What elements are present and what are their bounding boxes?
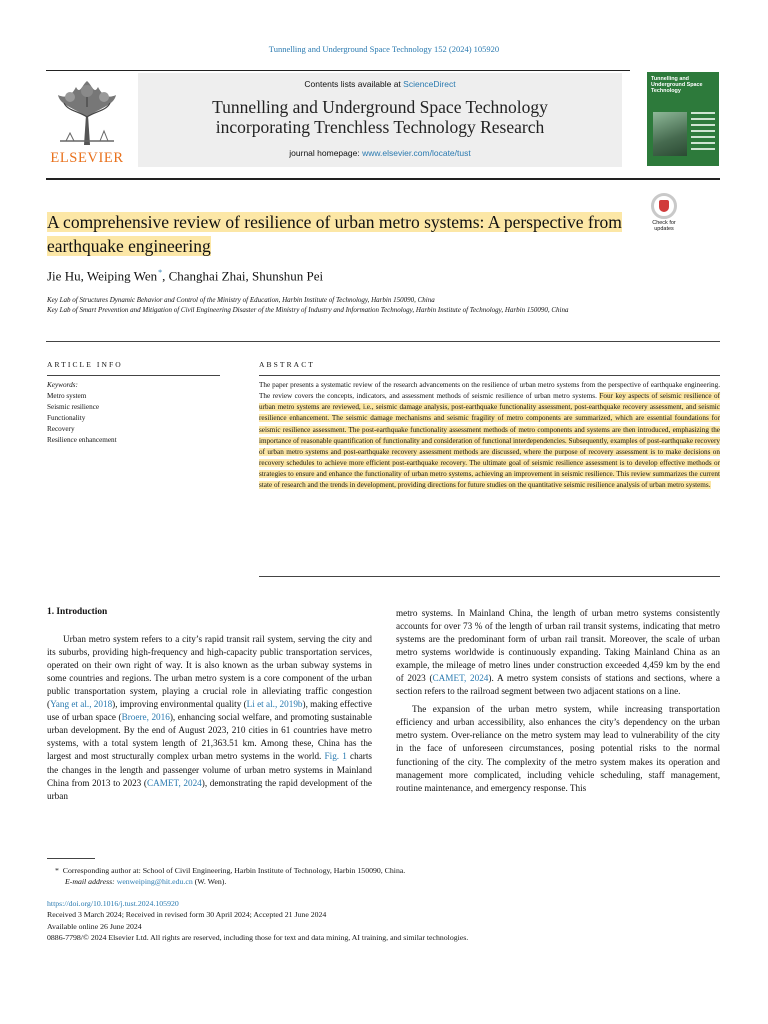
abstract-text	[259, 380, 720, 492]
keyword: Recovery	[47, 425, 75, 433]
doi-link[interactable]: https://doi.org/10.1016/j.tust.2024.105920	[47, 899, 179, 908]
keyword: Seismic resilience	[47, 403, 100, 411]
intro-paragraph-1: Urban metro system refers to a city’s rapid transit rail system, serving the city and its suburbs, providing high-frequency and high-capacity public transportation services, operated on their own right of way. It is also known as the urban subway systems in some countries and regions. The urban metro system is a core component of the urban public transportation system, playing a crucial role in alleviating traffic congestion (Yang et al., 2018), improving environmental quality (Li et al., 2019b), making effective use of urban space (Broere, 2016), enhancing social welfare, and promoting sustainable urban development. By the end of August 2023, 210 cities in 61 countries have metro systems, with a total system length of 21,363.51 km. Among these, China has the largest and most structurally complex urban metro systems in the world. Fig. 1 charts the changes in the length and passenger volume of urban metro systems in Mainland China from 2013 to 2023 (CAMET, 2024), demonstrating the rapid development of the urban	[47, 634, 373, 801]
check-updates-icon	[651, 193, 677, 219]
contents-line	[138, 79, 622, 89]
journal-citation[interactable]: Tunnelling and Underground Space Technology 152 (2024) 105920	[268, 44, 500, 54]
author-name[interactable]: Jie Hu	[47, 268, 81, 284]
copyright-notice: 0886-7798/© 2024 Elsevier Ltd. All rights are reserved, including those for text and data mining, AI training, and similar technologies.	[47, 932, 469, 942]
online-date: Available online 26 June 2024	[47, 921, 142, 931]
header-divider	[46, 178, 720, 180]
article-title	[47, 210, 637, 258]
body-column-right	[396, 607, 720, 795]
section-heading-introduction: 1. Introduction	[47, 607, 108, 617]
article-info	[47, 360, 220, 446]
abstract-heading: ABSTRACT	[259, 360, 720, 376]
sciencedirect-link[interactable]: ScienceDirect	[403, 79, 456, 89]
journal-title-line-2: incorporating Trenchless Technology Research	[215, 117, 545, 137]
check-updates-label: Check for updates	[652, 220, 676, 232]
contents-prefix: Contents lists available at	[304, 79, 404, 89]
citation-link[interactable]: Broere, 2016	[121, 712, 170, 723]
citation-link[interactable]: Yang et al., 2018	[50, 699, 113, 710]
check-for-updates-button[interactable]	[645, 193, 683, 237]
journal-header	[46, 70, 630, 168]
author-list: Jie Hu, Weiping Wen*, Changhai Zhai, Shunshun Pei	[47, 268, 324, 284]
journal-cover-thumbnail[interactable]	[647, 72, 719, 166]
affiliations	[47, 295, 637, 315]
abstract-divider	[259, 576, 720, 577]
abstract-plain-text: The paper presents a systematic review of the research advancements on the resilience of urban metro systems from the perspective of earthquake engineering. The review covers the concepts, indicators, and assessment methods of seismic resilience of urban metro systems.	[259, 381, 720, 401]
journal-homepage-link[interactable]: www.elsevier.com/locate/tust	[362, 148, 471, 158]
intro-paragraph-2: The expansion of the urban metro system, while increasing transportation efficiency and urban accessibility, also enhances the city’s dependency on the urban metro system. Over-reliance on the metro system may lead to vulnerability of the city in the face of unforeseen circumstances, posing potential risks to the normal functioning of the city. The complexity of the metro system makes its operation and management more complicated, including vehicle scheduling, staff management, routine maintenance, and emergency response. This	[396, 704, 720, 793]
keyword: Resilience enhancement	[47, 436, 117, 444]
cover-image	[653, 112, 687, 156]
publication-info	[47, 898, 720, 943]
elsevier-logo[interactable]	[46, 77, 128, 169]
journal-title-line-1: Tunnelling and Underground Space Technology	[212, 97, 548, 117]
corresponding-author-mark[interactable]: *	[158, 268, 163, 277]
author-name[interactable]: Changhai Zhai	[168, 268, 246, 284]
footnote-rule	[47, 858, 95, 859]
homepage-prefix: journal homepage:	[289, 148, 363, 158]
intro-paragraph-1-continued: metro systems. In Mainland China, the length of urban metro systems consistently accounts for over 73 % of the length of urban rail transit systems, indicating that metro systems are the predominant form of urban rail transit. Moreover, the scale of urban metro systems worldwide is continuously expanding. Taking Mainland China as an example, the mileage of metro lines under construction exceeded 4,459 km by the end of 2023 (CAMET, 2024). A metro system consists of stations and sections, where a section refers to the railroad segment between two adjacent stations on a line.	[396, 608, 721, 697]
article-title-text: A comprehensive review of resilience of urban metro systems: A perspective from earthquake engineering	[47, 212, 622, 256]
cover-title: Tunnelling and Underground Space Technology	[651, 76, 703, 95]
abstract	[259, 360, 720, 492]
keyword: Metro system	[47, 392, 87, 400]
received-dates: Received 3 March 2024; Received in revised form 30 April 2024; Accepted 21 June 2024	[47, 910, 327, 920]
elsevier-wordmark: ELSEVIER	[50, 150, 124, 166]
citation-link[interactable]: Li et al., 2019b	[246, 699, 303, 710]
elsevier-tree-icon	[52, 77, 122, 147]
cover-contents-lines	[691, 112, 715, 154]
abstract-highlighted-text: Four key aspects of seismic resilience of urban metro systems are reviewed, i.e., seismic damage analysis, post-earthquake functionality assessment, post-earthquake recovery assessment, and seismic resilience enhancement. The seismic damage mechanisms and seismic fragility of metro components are summarized, which are essential foundations for seismic resilience assessment. The post-earthquake functionality assessment methods of metro components and systems are then introduced, emphasizing the importance of reasonable quantification of functionality and consideration of functional interdependencies. Subsequently, examples of post-earthquake recovery of urban metro systems and post-earthquake recovery assessment methods are discussed, where the purpose of recovery assessment is to make decisions on recovery schedules to achieve more efficient post-earthquake recovery. The ultimate goal of seismic resilience assessment is to develop effective methods or strategies to ensure and enhance the functionality of urban metro systems, achieving an improvement in seismic resilience. This review summarizes the current state of research and the trends in development, providing directions for future studies on the quantitative seismic resilience analysis of urban metro systems.	[259, 392, 720, 490]
keyword: Functionality	[47, 414, 86, 422]
body-column-left	[47, 606, 372, 803]
journal-masthead	[138, 73, 622, 167]
author-name[interactable]: Weiping Wen	[86, 268, 158, 284]
journal-homepage-line	[138, 148, 622, 158]
citation-link[interactable]: CAMET, 2024	[432, 673, 489, 684]
keywords-label: Keywords:	[47, 381, 78, 389]
section-divider	[46, 341, 720, 342]
corresponding-author-note: * Corresponding author at: School of Civil Engineering, Harbin Institute of Technology, Harbin 150090, China.	[55, 866, 406, 875]
email-note: E-mail address: wenweiping@hit.edu.cn (W. Wen).	[65, 877, 227, 887]
footnotes	[47, 858, 720, 888]
citation-link[interactable]: CAMET, 2024	[146, 777, 202, 788]
figure-link[interactable]: Fig. 1	[324, 751, 347, 762]
affiliation: Key Lab of Smart Prevention and Mitigation of Civil Engineering Disaster of the Ministry of Industry and Information Technology, Harbin Institute of Technology, Harbin 150090, China	[47, 306, 569, 314]
author-name[interactable]: Shunshun Pei	[252, 268, 324, 284]
affiliation: Key Lab of Structures Dynamic Behavior and Control of the Ministry of Education, Harbin Institute of Technology, Harbin 150090, China	[47, 296, 435, 304]
keywords-list	[47, 380, 220, 446]
journal-title	[138, 97, 622, 137]
email-link[interactable]: wenweiping@hit.edu.cn	[116, 877, 193, 887]
article-info-heading: ARTICLE INFO	[47, 360, 220, 376]
